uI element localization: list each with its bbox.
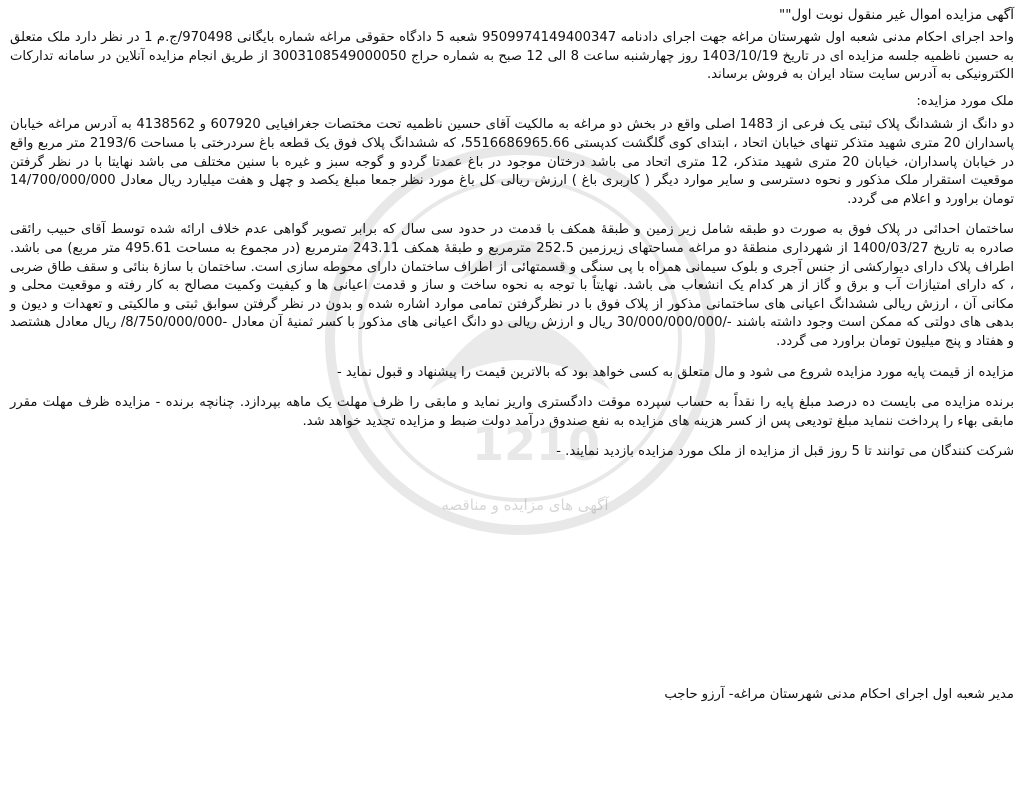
property-description: دو دانگ از ششدانگ پلاک ثبتی یک فرعی از 1483 اصلی واقع در بخش دو مراغه به مالکیت آقای حسین ناظمیه تحت مختصات جغرافیایی 607920 و 4138562 به آدرس مراغه خیابان پاسداران 20 متری شهید متذکر تنهای خیابان اتحاد ، ابتدای کوی گلگشت کدپستی 5516686965.66، که ششدانگ پلاک فوق یک قطعه باغ سردرختی با مساحت 2193/6 متر مربع واقع در خیابان پاسداران، خیابان 20 متری شهید متذکر، 12 متری اتحاد می باشد درختان موجود در باغ عمدتا گردو و گوجه سبز و غیره با سنین مختلف می باشد نهایتا با در نظر گرفتن موقعیت استقرار ملک مذکور و نحوه دسترسی و سایر موارد دیگر ( کاربری باغ ) ارزش ریالی کل باغ مورد نظر جمعا مبلغ یکصد و چهل و هفت میلیارد ریال معادل 14/700/000/000 تومان براورد و اعلام می گردد. <box>10 117 1015 207</box>
watermark-number: 1210 <box>471 417 600 471</box>
property-label: ملک مورد مزایده: <box>916 93 1014 109</box>
notice-intro: واحد اجرای احکام مدنی شعبه اول شهرستان مراغه جهت اجرای دادنامه 9509974149400347 شعبه 5 دادگاه حقوقی مراغه شماره بایگانی 970498/ج.م 1 در نظر دارد ملک متعلق به حسین ناظمیه جلسه مزایده ای در تاریخ 1403/10/19 روز چهارشنبه ساعت 8 الی 12 صبح به شماره حراج 3003108549000050 از طریق انجام مزایده آنلاین در سامانه تدارکات الکترونیکی به آدرس سایت ستاد ایران به فروش برساند. <box>10 30 1014 83</box>
notice-title: آگهی مزایده اموال غیر منقول نوبت اول"" <box>778 7 1014 23</box>
deposit-clause: برنده مزایده می بایست ده درصد مبلغ پایه را نقداً به حساب سپرده موقت دادگستری واریز نماید و مابقی را ظرف مهلت یک ماهه بپردازد. چنانچه برنده - مزایده ظرف مهلت مقرر مابقی بهاء را پرداخت ننماید مبلغ تودیعی پس از کسر هزینه های مزایده به نفع صندوق درآمد دولت ضبط و مزایده تجدید خواهد شد. <box>10 395 1014 429</box>
watermark-caption: آگهی های مزایده و مناقصه <box>441 496 609 514</box>
visit-clause: شرکت کنندگان می توانند تا 5 روز قبل از مزایده از ملک مورد مزایده بازدید نمایند. - <box>556 444 1014 460</box>
signature-line: مدیر شعبه اول اجرای احکام مدنی شهرستان مراغه- آرزو حاجب <box>664 687 1014 702</box>
base-price-clause: مزایده از قیمت پایه مورد مزایده شروع می شود و مال متعلق به کسی خواهد بود که بالاترین قیمت را پیشنهاد و قبول نماید - <box>336 364 1014 380</box>
building-description: ساختمان احداثی در پلاک فوق به صورت دو طبقه شامل زیر زمین و طبقهٔ همکف با قدمت در حدود سی سال که برابر تصویر گواهی عدم خلاف ارائه شده توسط آقای حبیب رائقی صادره به تاریخ 1400/03/27 از شهرداری منطقهٔ دو مراغه مساحتهای زیرزمین 252.5 مترمربع و طبقهٔ همکف 243.11 مترمربع (در مجموع به مساحت 495.61 متر مربع) می باشد. اطراف پلاک دارای دیوارکشی از جنس آجری و بلوک سیمانی همراه با پی سنگی و قسمتهائی از اطراف ساختمان دارای محوطه سازی است. ساختمان با سازهٔ بنائی و سقف طاق ضربی ، که دارای امتیازات آب و برق و گاز از هر کدام یک انشعاب می باشد. نهایتاً با توجه به نحوه ساخت و ساز و قدمت اعیانی ها و کیفیت وکمیت مصالح به کار رفته و موقعیت محلی و مکانی آن ، ارزش ریالی ششدانگ اعیانی های ساختمانی مذکور از پلاک فوق با در نظرگرفتن تمامی موارد اشاره شده و بدون در نظر گرفتن سوابق ثبتی و مالکیتی و تعهدات و دیون و بدهی های دولتی که ممکن است وجود داشته باشند -/30/000/000/000 ریال و ارزش ریالی دو دانگ اعیانی های مذکور با کسر ثمنیهٔ آن معادل -8/750/000/000/ ریال معادل هشتصد و هفتاد و پنج میلیون تومان براورد می گردد. <box>10 222 1014 349</box>
